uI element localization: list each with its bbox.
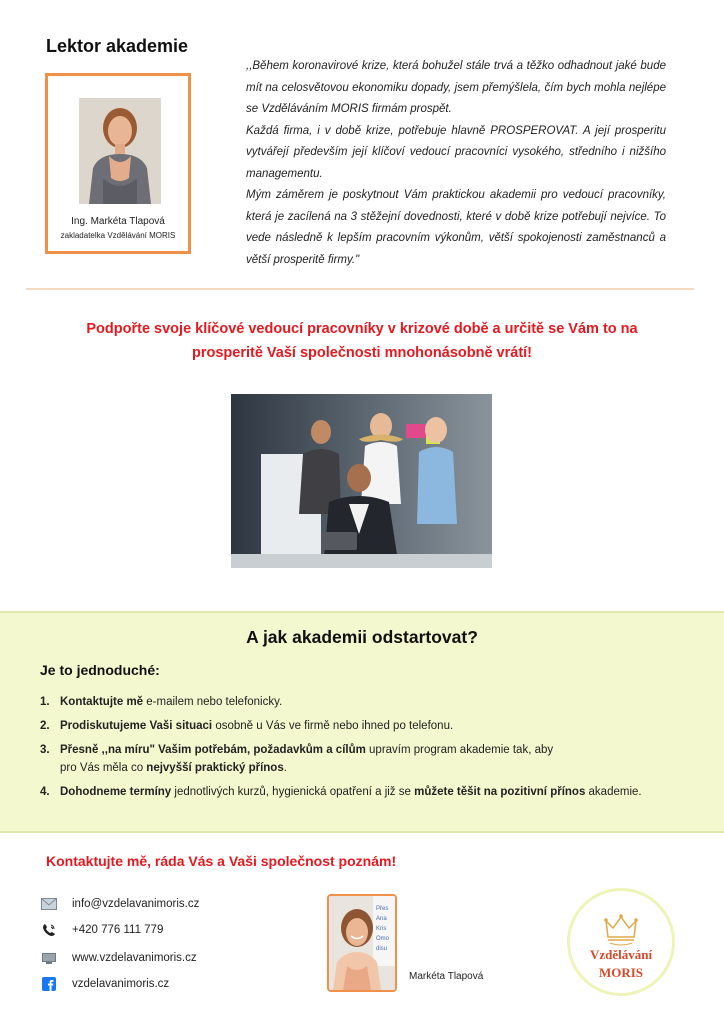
board-text-line: Přes	[376, 906, 389, 912]
lektor-name: Ing. Markéta Tlapová	[71, 216, 165, 227]
board-text-line: Kris	[376, 926, 387, 932]
quote-block	[246, 56, 666, 271]
monitor-icon	[40, 950, 58, 966]
facebook-icon	[40, 976, 58, 992]
board-text-line: Ana	[376, 916, 387, 922]
team-image	[231, 394, 492, 568]
lektor-card	[45, 73, 191, 254]
highlight-message	[60, 317, 664, 365]
step-text: upravím program akademie tak, aby	[365, 744, 554, 756]
step-number: 2.	[40, 720, 50, 732]
team-photo	[231, 394, 492, 568]
step-bold-line2: nejvyšší praktický přínos	[146, 762, 284, 774]
step-bold: Přesně ,,na míru" Vašim potřebám, požadavkům a cílům	[60, 744, 366, 756]
step-bold: Prodiskutujeme Vaši situaci	[60, 720, 213, 732]
step-item-4	[40, 783, 700, 801]
board-text-line: disu	[376, 946, 388, 952]
step-bold-2: můžete těšit na pozitivní přínos	[414, 786, 586, 798]
step-item-3	[40, 741, 700, 777]
contact-facebook-text[interactable]: vzdelavanimoris.cz	[72, 978, 170, 990]
moris-logo	[567, 888, 675, 996]
contact-email-text[interactable]: info@vzdelavanimoris.cz	[72, 898, 200, 910]
contact-web[interactable]	[40, 948, 197, 968]
board-text-line: Omo	[376, 936, 390, 942]
logo-text-line-1: Vzdělávání	[589, 947, 653, 962]
step-text-line2-end: .	[283, 762, 287, 774]
step-number: 3.	[40, 744, 50, 756]
quote-paragraph-2: Každá firma, i v době krize, potřebuje hlavně PROSPEROVAT. A její prosperitu vytvářejí především její klíčoví vedoucí pracovníci vysokého, středního i nižšího managementu.	[246, 124, 666, 180]
step-text-2: akademie.	[585, 786, 642, 798]
lektor-photo	[79, 98, 161, 204]
step-text: jednotlivých kurzů, hygienická opatření a již se	[171, 786, 415, 798]
contact-photo-name: Markéta Tlapová	[409, 971, 484, 982]
steps-list	[40, 693, 700, 807]
step-item-2	[40, 717, 700, 735]
step-text-line2: pro Vás měla co	[60, 762, 147, 774]
contact-title: Kontaktujte mě, ráda Vás a Vaši společnost poznám!	[46, 853, 397, 869]
contact-facebook[interactable]	[40, 974, 169, 994]
logo-text-line-2: MORIS	[598, 965, 644, 980]
step-number: 1.	[40, 696, 50, 708]
highlight-line-1: Podpořte svoje klíčové vedoucí pracovníky v krizové době a určitě se Vám to na	[86, 321, 638, 337]
contact-portrait-image	[329, 896, 395, 990]
lektor-role: zakladatelka Vzdělávání MORIS	[60, 231, 176, 240]
lektor-title: Lektor akademie	[46, 36, 189, 56]
start-subtitle: Je to jednoduché:	[40, 662, 160, 678]
step-bold: Dohodneme termíny	[60, 786, 172, 798]
start-title: A jak akademii odstartovat?	[246, 627, 478, 647]
step-item-1	[40, 693, 700, 711]
contact-phone-text[interactable]: +420 776 111 779	[72, 924, 164, 936]
contact-phone[interactable]	[40, 920, 163, 940]
step-bold: Kontaktujte mě	[60, 696, 144, 708]
start-section	[0, 611, 724, 833]
envelope-icon	[40, 896, 58, 912]
contact-email[interactable]	[40, 894, 199, 914]
contact-photo	[327, 894, 397, 992]
quote-paragraph-1: ,,Během koronavirové krize, která bohužel stále trvá a těžko odhadnout jaké bude mít na celosvětovou ekonomiku dopady, jsem přemýšlela, čím bych mohla nejlépe se Vzděláváním MORIS firmám prospět.	[246, 60, 666, 115]
contact-web-text[interactable]: www.vzdelavanimoris.cz	[72, 952, 197, 964]
highlight-line-2: prosperitě Vaší společnosti mnohonásobně vrátí!	[191, 345, 533, 361]
quote-paragraph-3: Mým záměrem je poskytnout Vám praktickou akademii pro vedoucí pracovníky, která je zacílená na 3 stěžejní dovednosti, které v době krize potřebují nejvíce. To vede následně k lepším pracovním výkonům, větší spokojenosti zaměstnanců a větší prosperitě firmy."	[246, 189, 666, 266]
portrait-image	[79, 98, 161, 204]
step-number: 4.	[40, 786, 50, 798]
step-text: e-mailem nebo telefonicky.	[143, 696, 283, 708]
section-divider	[26, 288, 694, 290]
step-text: osobně u Vás ve firmě nebo ihned po telefonu.	[212, 720, 454, 732]
phone-icon	[40, 922, 58, 938]
